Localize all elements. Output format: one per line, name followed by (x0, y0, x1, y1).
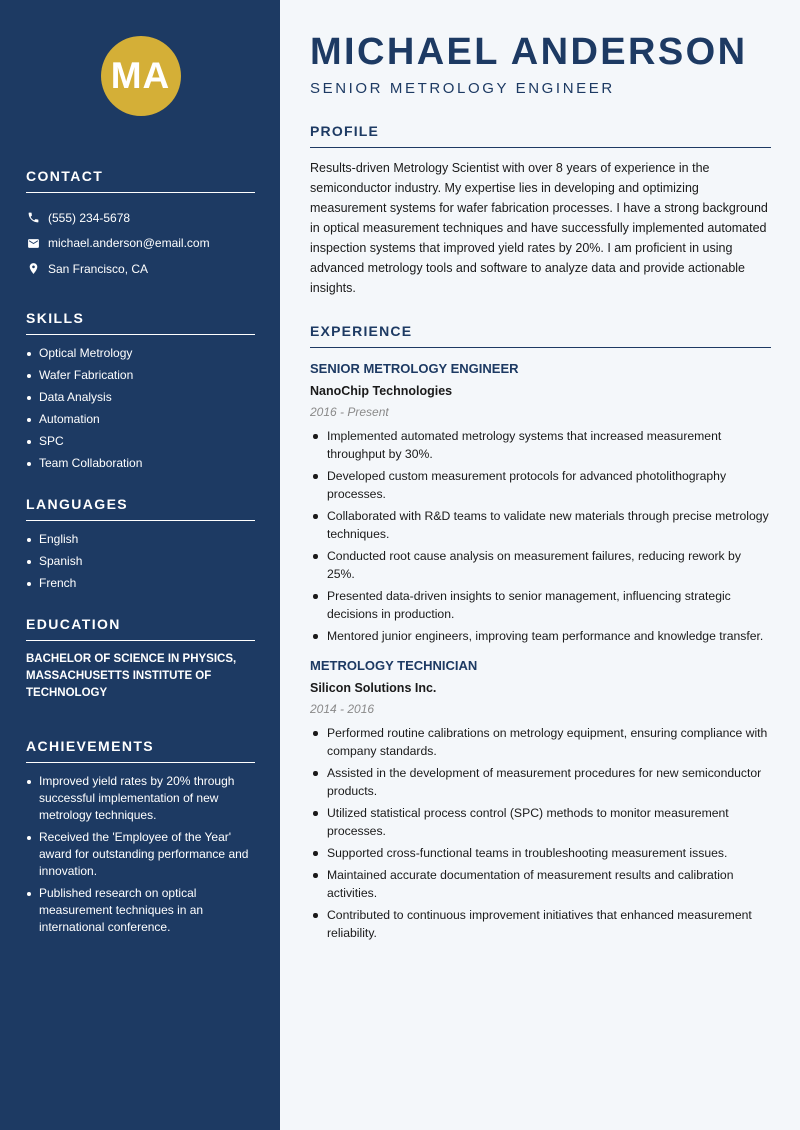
skill-item: Team Collaboration (26, 455, 255, 472)
job-dates: 2014 - 2016 (310, 702, 375, 716)
contact-phone-text[interactable]: (555) 234-5678 (48, 210, 131, 225)
avatar (101, 36, 181, 116)
achievements-list (26, 773, 255, 936)
job-bullet: Developed custom measurement protocols for advanced photolithography processes. (310, 467, 771, 503)
skills-section (26, 310, 255, 472)
achievement-item: Published research on optical measurement techniques in an international conference. (26, 885, 255, 936)
job-bullet: Conducted root cause analysis on measurement failures, reducing rework by 25%. (310, 547, 771, 583)
job-bullet: Supported cross-functional teams in troubleshooting measurement issues. (310, 844, 771, 862)
skill-item: Data Analysis (26, 389, 255, 406)
job-bullets (310, 427, 771, 645)
achievements-section (26, 738, 255, 936)
education-section (26, 616, 255, 702)
job-dates: 2016 - Present (310, 405, 389, 419)
avatar-initials: MA (110, 55, 171, 96)
skill-item: SPC (26, 433, 255, 450)
job-bullet: Assisted in the development of measurement procedures for new semiconductor products. (310, 764, 771, 800)
contact-list (26, 205, 255, 282)
job-company: Silicon Solutions Inc. (310, 681, 437, 695)
phone-icon (26, 211, 40, 225)
job-entry (310, 360, 771, 645)
job-entry (310, 657, 771, 942)
skill-item: Automation (26, 411, 255, 428)
achievement-item: Received the 'Employee of the Year' award for outstanding performance and innovation. (26, 829, 255, 880)
job-bullets (310, 724, 771, 942)
contact-location-text: San Francisco, CA (48, 261, 149, 276)
job-title: SENIOR METROLOGY ENGINEER (310, 361, 519, 376)
profile-text: Results-driven Metrology Scientist with over 8 years of experience in the semiconductor industry. My expertise lies in developing and optimizing measurement systems for wafer fabrication processes. I have a strong background in optical measurement techniques and have successfully implemented automated inspection systems that improved yield rates by 20%. I am proficient in using advanced metrology tools and software to analyze data and provide actionable insights. (310, 161, 768, 295)
skill-item: Optical Metrology (26, 345, 255, 362)
contact-item-location (26, 256, 255, 282)
experience-section (310, 323, 771, 942)
contact-email-text[interactable]: michael.anderson@email.com (48, 236, 210, 251)
email-icon (26, 236, 40, 250)
candidate-name: MICHAEL ANDERSON (310, 31, 748, 73)
job-company: NanoChip Technologies (310, 384, 453, 398)
experience-heading: EXPERIENCE (310, 323, 771, 348)
main-content (280, 0, 800, 1130)
language-item: English (26, 531, 255, 548)
skills-list (26, 345, 255, 472)
profile-section (310, 123, 771, 298)
contact-item-phone (26, 205, 255, 231)
languages-heading: LANGUAGES (26, 496, 255, 521)
location-pin-icon (26, 262, 40, 276)
job-bullet: Presented data-driven insights to senior management, influencing strategic decisions in production. (310, 587, 771, 623)
skills-heading: SKILLS (26, 310, 255, 335)
contact-section (26, 168, 255, 282)
contact-item-email (26, 231, 255, 257)
job-title: METROLOGY TECHNICIAN (310, 658, 478, 673)
achievement-item: Improved yield rates by 20% through successful implementation of new metrology techniques. (26, 773, 255, 824)
job-bullet: Performed routine calibrations on metrology equipment, ensuring compliance with company standards. (310, 724, 771, 760)
job-bullet: Contributed to continuous improvement initiatives that enhanced measurement reliability. (310, 906, 771, 942)
job-bullet: Utilized statistical process control (SPC) methods to monitor measurement processes. (310, 804, 771, 840)
job-bullet: Maintained accurate documentation of measurement results and calibration activities. (310, 866, 771, 902)
candidate-title: SENIOR METROLOGY ENGINEER (310, 80, 615, 97)
contact-heading: CONTACT (26, 168, 255, 193)
languages-list (26, 531, 255, 592)
sidebar (0, 0, 280, 1130)
job-bullet: Collaborated with R&D teams to validate new materials through precise metrology techniques. (310, 507, 771, 543)
education-heading: EDUCATION (26, 616, 255, 641)
language-item: French (26, 575, 255, 592)
profile-heading: PROFILE (310, 123, 771, 148)
education-degree: BACHELOR OF SCIENCE IN PHYSICS, MASSACHUSETTS INSTITUTE OF TECHNOLOGY (26, 652, 237, 699)
languages-section (26, 496, 255, 592)
achievements-heading: ACHIEVEMENTS (26, 738, 255, 763)
job-bullet: Implemented automated metrology systems that increased measurement throughput by 30%. (310, 427, 771, 463)
job-bullet: Mentored junior engineers, improving team performance and knowledge transfer. (310, 627, 771, 645)
skill-item: Wafer Fabrication (26, 367, 255, 384)
language-item: Spanish (26, 553, 255, 570)
